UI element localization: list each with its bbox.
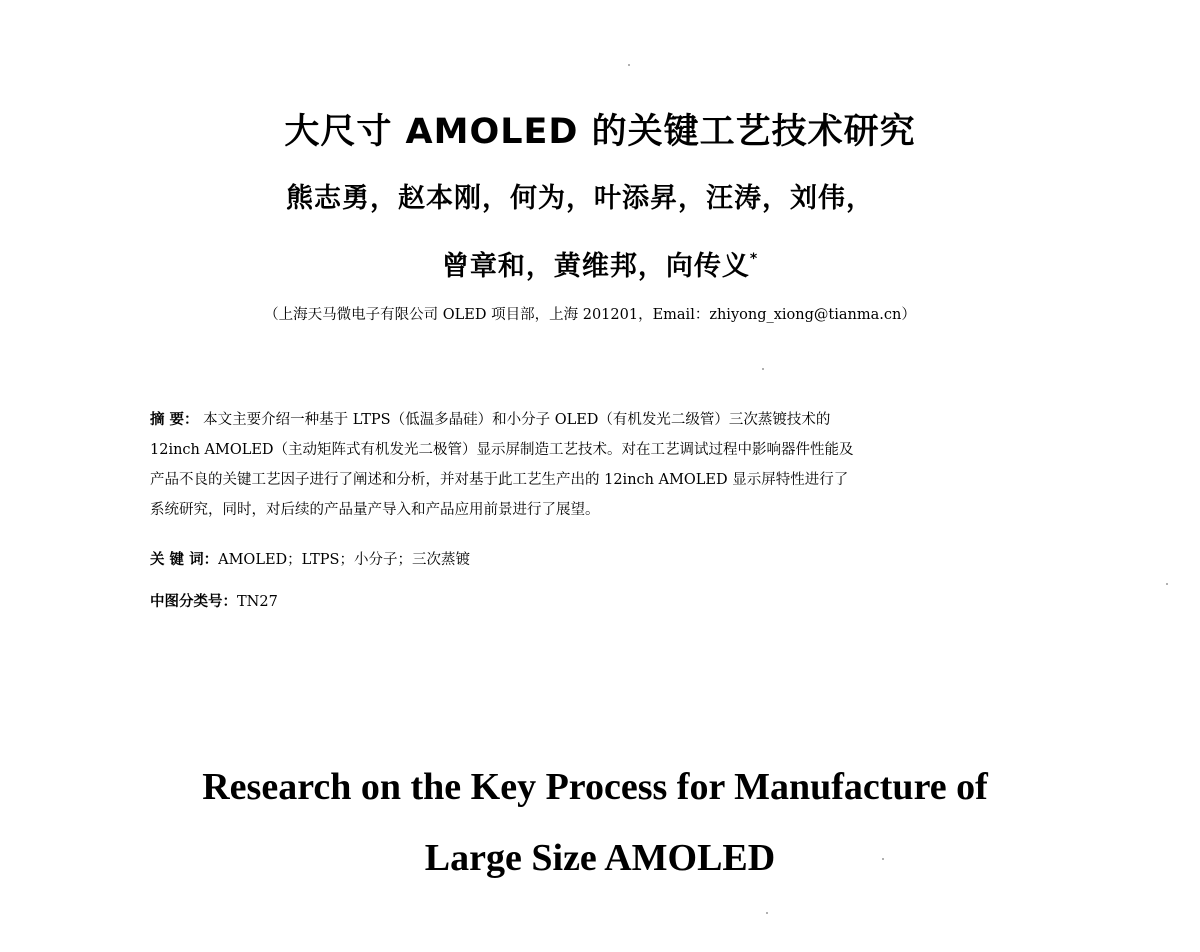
scan-speck (882, 858, 884, 860)
abstract-line-4: 系统研究，同时，对后续的产品量产导入和产品应用前景进行了展望。 (150, 502, 600, 518)
abstract-line-1 (150, 405, 1055, 435)
authors-line-2-text: 曾章和，黄维邦，向传义 (441, 251, 750, 282)
english-title-line-1: Research on the Key Process for Manufacture of (202, 766, 988, 808)
abstract (150, 405, 1055, 525)
scan-speck (628, 64, 630, 66)
keywords-label: 关 键 词： (150, 552, 219, 568)
abstract-line-3: 产品不良的关键工艺因子进行了阐述和分析，并对基于此工艺生产出的 12inch AMOLED 显示屏特性进行了 (150, 472, 849, 488)
abstract-label: 摘 要： (150, 412, 199, 428)
english-title-line-2: Large Size AMOLED (424, 837, 776, 879)
authors-line-1: 熊志勇，赵本刚，何为，叶添昇，汪涛，刘伟， (286, 183, 874, 214)
classification-value: TN27 (237, 594, 278, 610)
classification (150, 590, 278, 611)
abstract-line-2: 12inch AMOLED（主动矩阵式有机发光二极管）显示屏制造工艺技术。对在工艺调试过程中影响器件性能及 (150, 442, 854, 458)
keywords-value: AMOLED；LTPS；小分子；三次蒸镀 (218, 552, 470, 568)
authors-line-2 (0, 244, 1200, 283)
affiliation: （上海天马微电子有限公司 OLED 项目部，上海 201201，Email：zhiyong_xiong@tianma.cn） (264, 307, 916, 323)
scan-speck (1166, 583, 1168, 585)
chinese-title: 大尺寸 AMOLED 的关键工艺技术研究 (284, 112, 916, 152)
classification-label: 中图分类号： (150, 594, 237, 610)
abstract-text-1: 本文主要介绍一种基于 LTPS（低温多晶硅）和小分子 OLED（有机发光二级管）三次蒸镀技术的 (203, 412, 831, 428)
scan-speck (766, 912, 768, 914)
corresponding-author-mark: * (749, 251, 759, 267)
keywords (150, 548, 470, 569)
scan-speck (762, 368, 764, 370)
